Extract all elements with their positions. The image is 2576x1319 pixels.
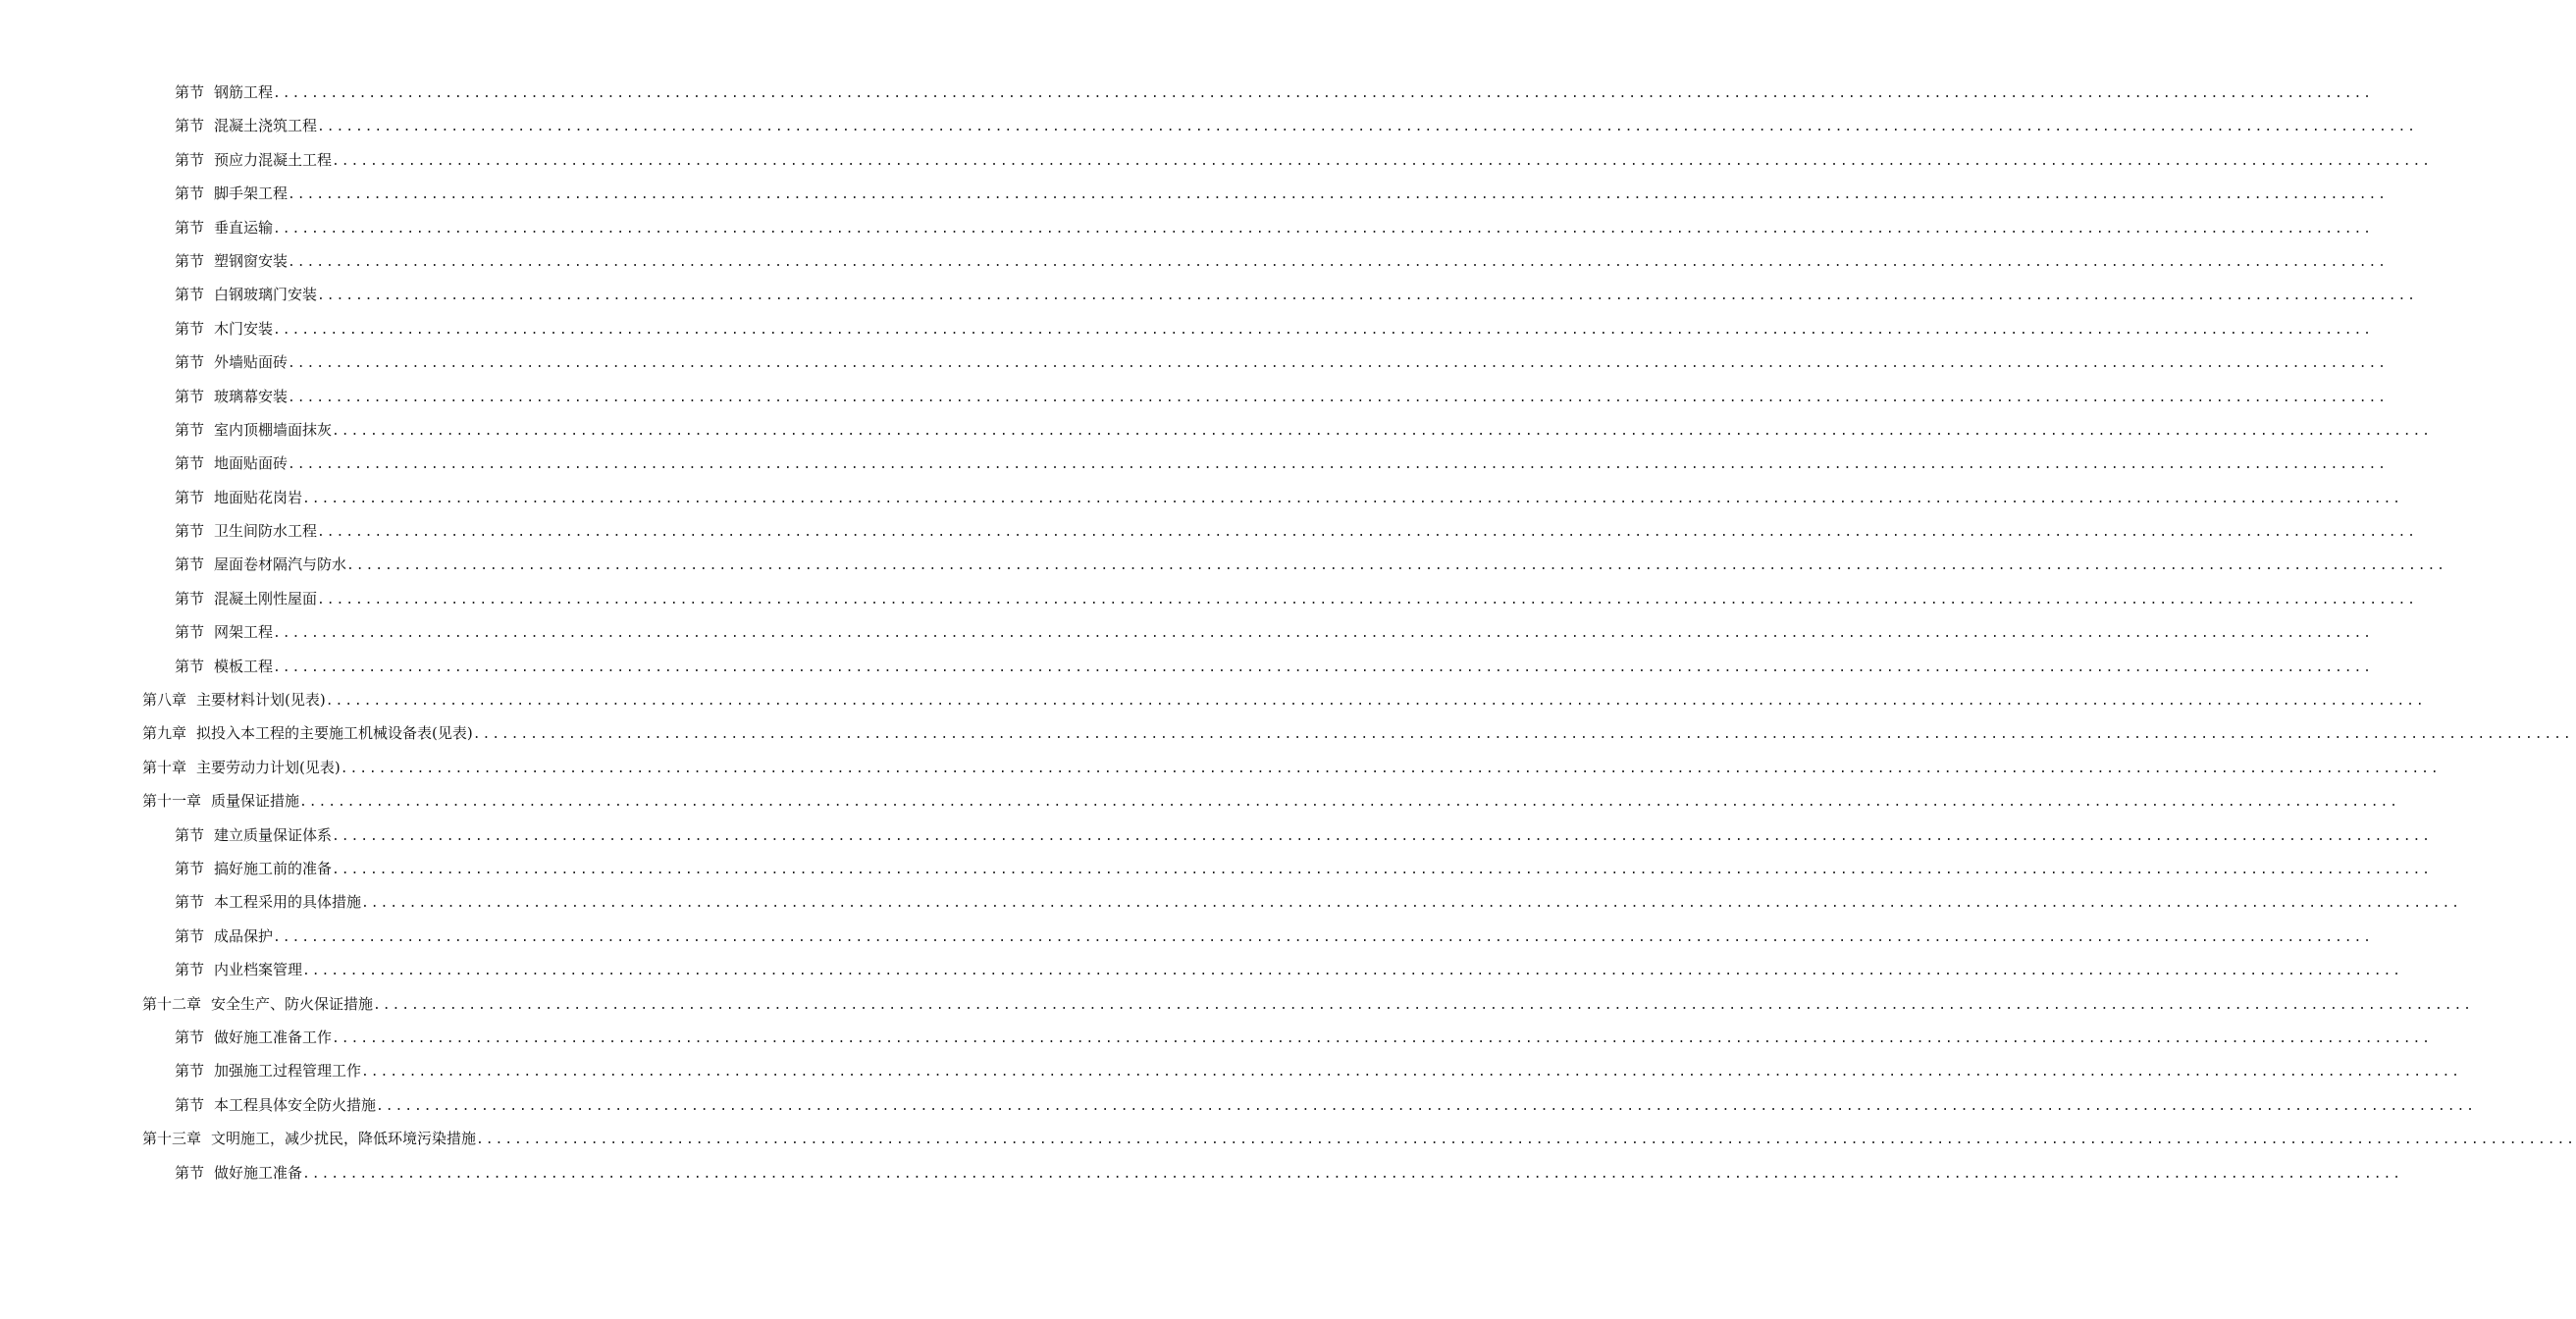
table-of-contents [0,79,2576,1192]
toc-entry [142,686,2426,715]
toc-entry-title: 模板工程 [214,657,274,675]
toc-entry [175,1091,2476,1121]
toc-entry-number: 第十三章 [142,1130,202,1148]
toc-entry-title: 脚手架工程 [214,185,289,203]
dot-leader: ............................................................................................................................................................................................................................ [288,187,2388,203]
toc-entry [175,281,2417,310]
toc-section-row[interactable] [0,551,2446,584]
dot-leader: ............................................................................................................................................................................................................................ [361,896,2461,912]
toc-chapter-row[interactable] [0,686,2426,719]
toc-entry-number: 第节 [175,420,205,439]
dot-leader: ............................................................................................................................................................................................................................ [317,525,2417,541]
toc-entry [175,855,2432,884]
toc-entry-number: 第节 [175,353,205,372]
toc-entry-number: 第节 [175,961,205,979]
toc-entry-title: 塑钢窗安装 [214,251,289,270]
toc-section-row[interactable] [0,1159,2402,1192]
toc-entry-number: 第节 [175,286,205,304]
dot-leader: ............................................................................................................................................................................................................................ [332,1030,2432,1046]
toc-entry [175,348,2388,378]
toc-section-row[interactable] [0,923,2373,956]
toc-section-row[interactable] [0,348,2388,382]
toc-entry [175,180,2388,209]
toc-section-row[interactable] [0,618,2373,652]
dot-leader: ............................................................................................................................................................................................................................ [273,221,2373,237]
toc-entry-title: 加强施工过程管理工作 [214,1062,362,1081]
toc-entry-number: 第节 [175,926,205,945]
toc-entry-title: 地面贴花岗岩 [214,488,303,506]
toc-entry-title: 玻璃幕安装 [214,387,289,405]
toc-entry-title: 混凝土刚性屋面 [214,589,318,607]
dot-leader: ............................................................................................................................................................................................................................ [273,322,2373,338]
toc-section-row[interactable] [0,1091,2476,1125]
toc-section-row[interactable] [0,146,2432,180]
toc-entry [175,551,2446,580]
dot-leader: ............................................................................................................................................................................................................................ [302,964,2402,979]
toc-section-row[interactable] [0,112,2417,145]
toc-entry-title: 搞好施工前的准备 [214,859,333,877]
toc-entry-title: 本工程采用的具体措施 [214,893,362,912]
toc-entry [142,990,2473,1020]
toc-entry-number: 第节 [175,83,205,101]
toc-entry-number: 第节 [175,319,205,338]
toc-entry-title: 本工程具体安全防火措施 [214,1095,377,1114]
toc-entry-title: 做好施工准备 [214,1163,303,1182]
toc-section-row[interactable] [0,888,2461,922]
toc-chapter-row[interactable] [0,719,2573,753]
toc-entry-title: 地面贴面砖 [214,454,289,473]
dot-leader: ............................................................................................................................................................................................................................ [273,86,2373,101]
toc-section-row[interactable] [0,585,2417,618]
dot-leader: ............................................................................................................................................................................................................................ [273,929,2373,945]
toc-entry [175,888,2461,918]
dot-leader: ............................................................................................................................................................................................................................ [332,153,2432,169]
toc-entry-number: 第节 [175,488,205,506]
toc-entry [175,214,2373,243]
dot-leader: ............................................................................................................................................................................................................................ [273,626,2373,642]
dot-leader: ............................................................................................................................................................................................................................ [302,1166,2402,1182]
toc-entry [175,247,2388,277]
toc-entry [175,112,2417,141]
toc-entry [175,449,2388,479]
toc-entry-number: 第节 [175,185,205,203]
dot-leader: ............................................................................................................................................................................................................................ [288,254,2388,270]
toc-chapter-row[interactable] [0,754,2441,787]
dot-leader: ............................................................................................................................................................................................................................ [373,997,2473,1013]
dot-leader: ............................................................................................................................................................................................................................ [332,423,2432,439]
toc-entry [175,416,2432,446]
toc-entry-title: 钢筋工程 [214,83,274,101]
toc-entry-number: 第节 [175,1062,205,1081]
toc-entry-number: 第节 [175,825,205,844]
toc-section-row[interactable] [0,449,2388,483]
dot-leader: ............................................................................................................................................................................................................................ [476,1133,2576,1148]
toc-entry-title: 拟投入本工程的主要施工机械设备表(见表) [196,724,473,743]
dot-leader: ............................................................................................................................................................................................................................ [288,356,2388,372]
toc-entry-number: 第节 [175,859,205,877]
toc-entry-number: 第九章 [142,724,187,743]
toc-section-row[interactable] [0,180,2388,213]
dot-leader: ............................................................................................................................................................................................................................ [299,795,2399,811]
dot-leader: ............................................................................................................................................................................................................................ [317,120,2417,135]
toc-chapter-row[interactable] [0,787,2399,820]
toc-chapter-row[interactable] [0,990,2473,1024]
toc-entry-title: 预应力混凝土工程 [214,150,333,169]
toc-section-row[interactable] [0,821,2432,855]
toc-section-row[interactable] [0,855,2432,888]
dot-leader: ............................................................................................................................................................................................................................ [376,1098,2476,1114]
toc-section-row[interactable] [0,1024,2432,1057]
toc-entry-title: 木门安装 [214,319,274,338]
toc-section-row[interactable] [0,653,2373,686]
dot-leader: ............................................................................................................................................................................................................................ [361,1065,2461,1081]
toc-entry [175,618,2373,648]
dot-leader: ............................................................................................................................................................................................................................ [472,727,2573,743]
toc-section-row[interactable] [0,383,2388,416]
toc-entry-title: 做好施工准备工作 [214,1028,333,1046]
toc-entry [142,754,2441,783]
toc-entry [175,956,2402,985]
toc-entry-number: 第节 [175,1095,205,1114]
dot-leader: ............................................................................................................................................................................................................................ [302,491,2402,506]
toc-section-row[interactable] [0,416,2432,449]
toc-entry-number: 第节 [175,1028,205,1046]
toc-entry-number: 第节 [175,251,205,270]
toc-entry [175,1057,2461,1086]
toc-entry-title: 屋面卷材隔汽与防水 [214,555,347,574]
dot-leader: ............................................................................................................................................................................................................................ [340,761,2441,776]
toc-entry-number: 第节 [175,150,205,169]
toc-entry-number: 第节 [175,454,205,473]
toc-entry [175,585,2417,614]
toc-entry-number: 第节 [175,218,205,237]
toc-entry-number: 第十章 [142,758,187,776]
toc-entry-title: 室内顶棚墙面抹灰 [214,420,333,439]
dot-leader: ............................................................................................................................................................................................................................ [317,592,2417,607]
dot-leader: ............................................................................................................................................................................................................................ [325,694,2426,710]
toc-entry-title: 质量保证措施 [211,792,300,811]
toc-entry-number: 第节 [175,589,205,607]
dot-leader: ............................................................................................................................................................................................................................ [346,558,2446,574]
toc-entry [142,719,2573,749]
toc-entry-number: 第十一章 [142,792,202,811]
toc-entry-number: 第节 [175,623,205,642]
toc-entry [175,146,2432,176]
toc-entry [142,1125,2576,1154]
toc-entry-number: 第节 [175,387,205,405]
toc-entry-number: 第节 [175,1163,205,1182]
toc-section-row[interactable] [0,281,2417,314]
toc-entry [142,787,2399,817]
toc-entry-title: 文明施工，减少扰民，降低环境污染措施 [211,1130,477,1148]
toc-entry [175,653,2373,682]
toc-entry-title: 垂直运输 [214,218,274,237]
toc-section-row[interactable] [0,247,2388,281]
dot-leader: ............................................................................................................................................................................................................................ [317,289,2417,304]
toc-entry-number: 第节 [175,657,205,675]
toc-entry-number: 第节 [175,893,205,912]
toc-entry [175,315,2373,344]
toc-section-row[interactable] [0,79,2373,112]
toc-entry-title: 主要材料计划(见表) [196,691,326,710]
toc-entry-title: 网架工程 [214,623,274,642]
toc-section-row[interactable] [0,517,2417,551]
toc-entry-title: 内业档案管理 [214,961,303,979]
toc-entry-title: 卫生间防水工程 [214,522,318,541]
toc-section-row[interactable] [0,484,2402,517]
toc-entry [175,79,2373,108]
toc-entry-number: 第节 [175,555,205,574]
dot-leader: ............................................................................................................................................................................................................................ [288,390,2388,405]
toc-entry [175,484,2402,513]
dot-leader: ............................................................................................................................................................................................................................ [332,828,2432,844]
toc-entry [175,1159,2402,1188]
dot-leader: ............................................................................................................................................................................................................................ [288,457,2388,473]
toc-entry-number: 第节 [175,117,205,135]
dot-leader: ............................................................................................................................................................................................................................ [332,862,2432,877]
toc-entry [175,923,2373,952]
toc-section-row[interactable] [0,956,2402,989]
toc-entry [175,517,2417,547]
toc-entry-title: 成品保护 [214,926,274,945]
toc-entry-title: 安全生产、防火保证措施 [211,994,374,1013]
toc-entry-title: 外墙贴面砖 [214,353,289,372]
toc-entry [175,1024,2432,1053]
dot-leader: ............................................................................................................................................................................................................................ [273,660,2373,675]
toc-entry-title: 混凝土浇筑工程 [214,117,318,135]
toc-entry-title: 白钢玻璃门安装 [214,286,318,304]
toc-entry-title: 建立质量保证体系 [214,825,333,844]
toc-section-row[interactable] [0,315,2373,348]
toc-entry-number: 第八章 [142,691,187,710]
toc-entry-number: 第节 [175,522,205,541]
toc-section-row[interactable] [0,214,2373,247]
toc-section-row[interactable] [0,1057,2461,1090]
toc-entry [175,383,2388,412]
toc-chapter-row[interactable] [0,1125,2576,1158]
toc-entry-number: 第十二章 [142,994,202,1013]
toc-entry-title: 主要劳动力计划(见表) [196,758,341,776]
toc-entry [175,821,2432,851]
